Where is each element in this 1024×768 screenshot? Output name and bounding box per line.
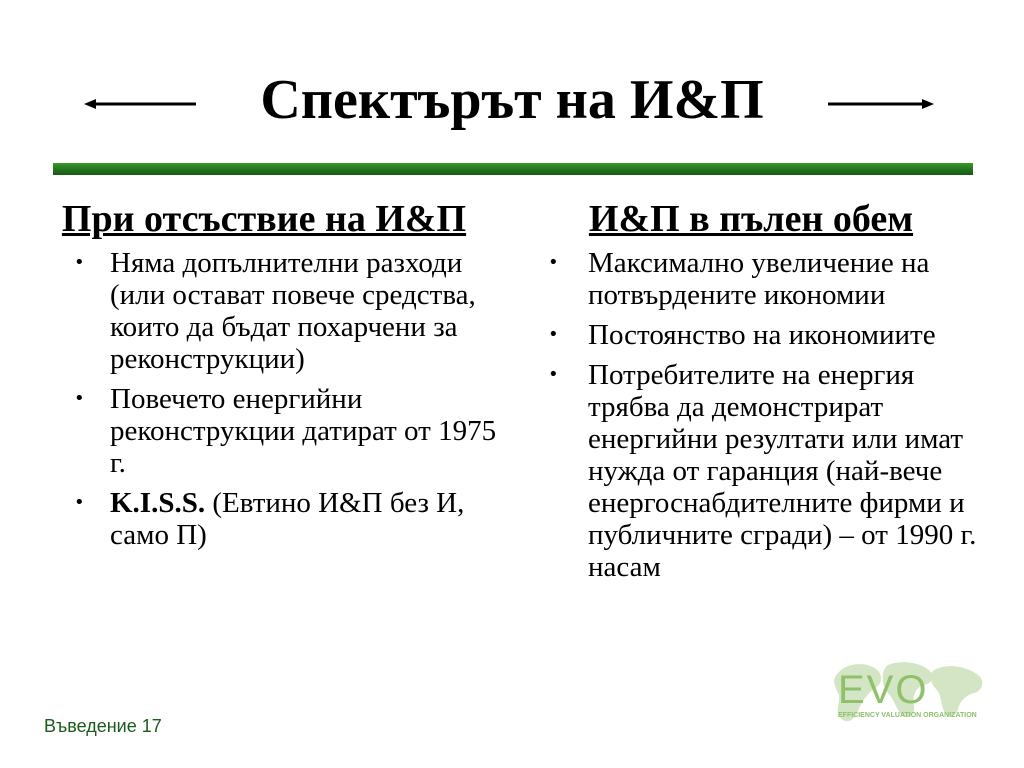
list-item (540, 319, 980, 351)
list-item (70, 383, 510, 479)
evo-logo (818, 655, 1018, 745)
list-item (70, 247, 510, 375)
logo-text: EVO (838, 668, 929, 712)
right-column (540, 197, 980, 591)
right-arrow-icon (828, 98, 934, 110)
bullet-icon: • (74, 252, 85, 273)
logo-tagline: EFFICIENCY VALUATION ORGANIZATION (838, 712, 977, 719)
left-column (61, 197, 510, 559)
left-column-heading: При отсъствие на И&П (61, 198, 467, 240)
bullet-icon: • (74, 492, 85, 513)
bullet-bold-text: K.I.S.S. (110, 487, 206, 519)
slide-footer: Въведение 17 (44, 716, 162, 736)
bullet-icon: • (548, 324, 559, 345)
list-item (70, 487, 510, 551)
green-divider-bar (53, 163, 973, 175)
bullet-icon: • (548, 364, 559, 385)
bullet-icon: • (548, 252, 559, 273)
bullet-text: Потребителите на енергия трябва да демонстрират енергийни резултати или имат нужда от гаранция (най-вече енергоснабдителните фирми и публичните сгради) – от 1990 г. насам (588, 359, 977, 583)
left-bullet-list (70, 247, 510, 551)
bullet-text: Постоянство на икономиите (588, 319, 936, 351)
right-bullet-list (540, 247, 980, 583)
slide-title: Спектърът на И&П (260, 69, 764, 131)
right-column-heading: И&П в пълен обем (588, 198, 914, 240)
list-item (540, 247, 980, 311)
title-row (0, 62, 1024, 142)
bullet-text: Максимално увеличение на потвърдените икономии (588, 247, 930, 311)
bullet-text: Няма допълнителни разходи (или остават повече средства, които да бъдат похарчени за реконструкции) (110, 247, 476, 375)
bullet-text: Повечето енергийни реконструкции датират от 1975 г. (110, 383, 497, 479)
bullet-text: (Евтино И&П без И, само П) (110, 487, 465, 551)
list-item (540, 359, 980, 583)
bullet-icon: • (74, 388, 85, 409)
